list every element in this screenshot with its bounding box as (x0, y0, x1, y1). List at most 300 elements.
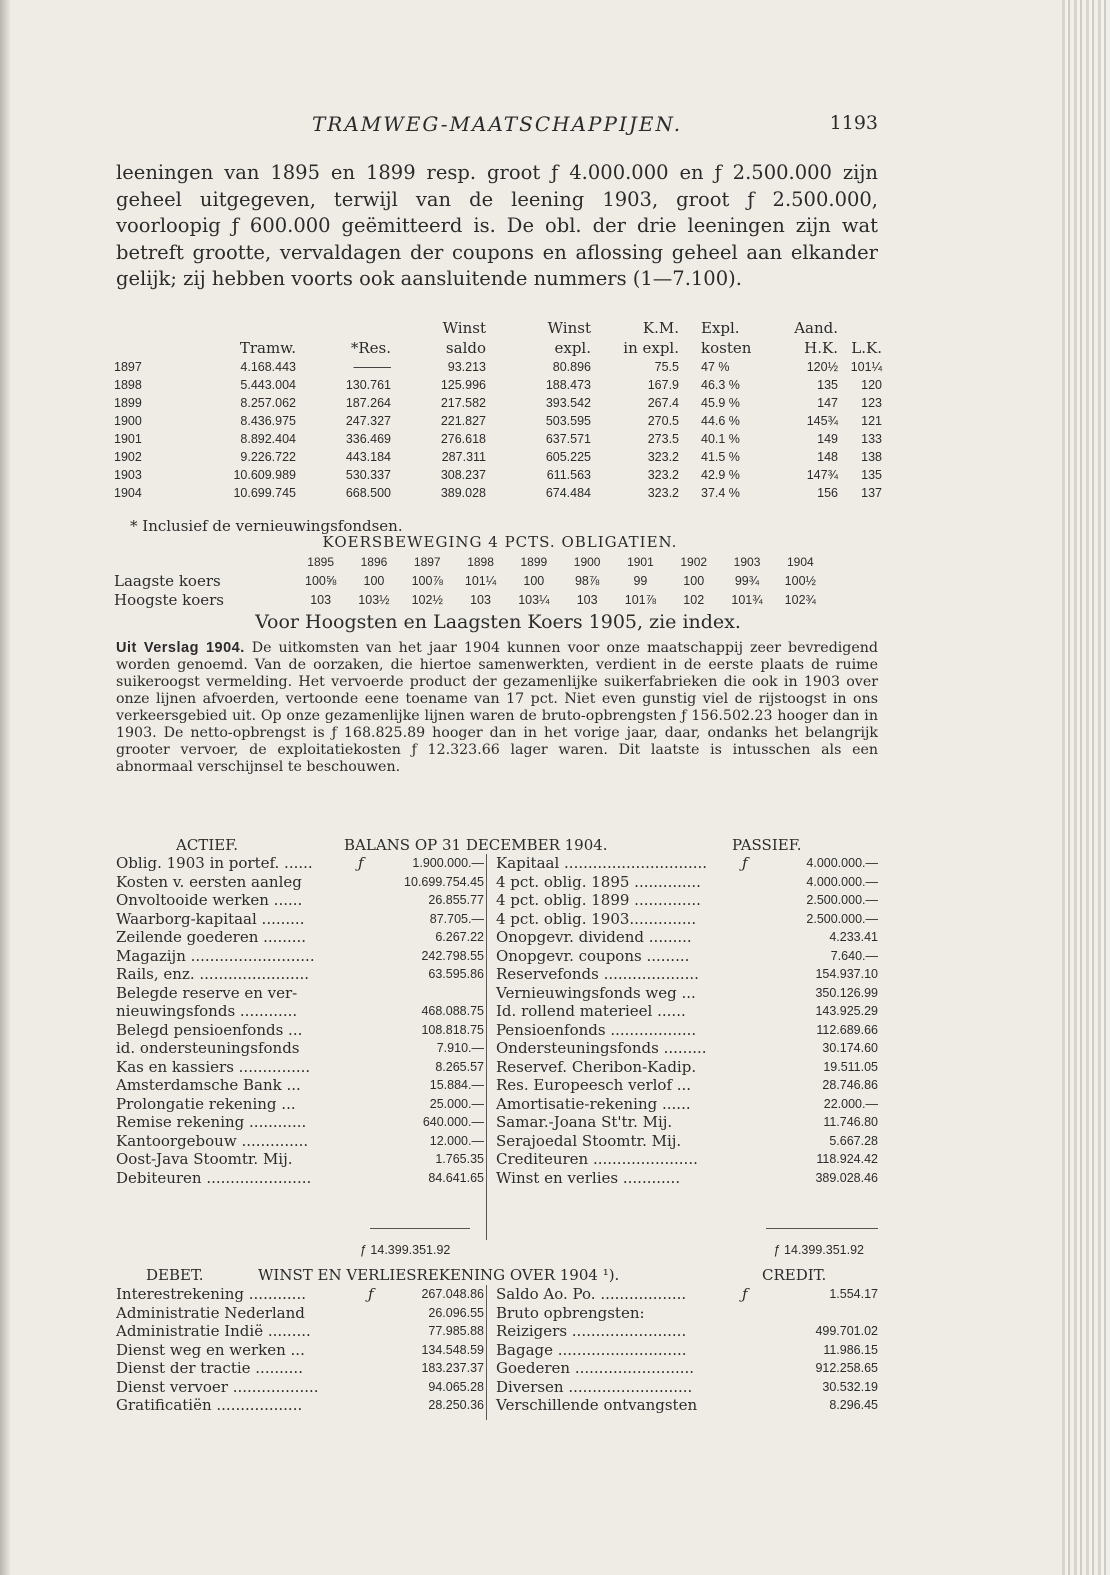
account-line (496, 873, 878, 892)
stats-cell: 1901 (114, 432, 142, 446)
account-label: Remise rekening ............ (116, 1113, 307, 1131)
account-line (116, 1359, 484, 1378)
account-amount: 143.925.29 (815, 1004, 878, 1018)
stats-cell: 125.996 (440, 378, 486, 392)
stats-row (114, 358, 882, 376)
stats-cell: 46.3 % (701, 378, 740, 392)
account-label: 4 pct. oblig. 1899 .............. (496, 891, 701, 909)
account-amount: 108.818.75 (421, 1022, 484, 1037)
account-amount: 84.641.65 (428, 1170, 484, 1185)
stats-cell: 389.028 (440, 486, 486, 500)
currency-sign: ƒ (358, 854, 364, 872)
stats-cell: 10.699.745 (233, 486, 296, 500)
stats-cell: 80.896 (552, 360, 591, 374)
stats-cell: 530.337 (345, 468, 391, 482)
verslag-heading: Uit Verslag 1904. (116, 640, 245, 656)
account-line (496, 1304, 878, 1323)
account-line (116, 1304, 484, 1323)
koers-high-value: 102¾ (784, 593, 816, 607)
account-label: Kantoorgebouw .............. (116, 1131, 309, 1150)
stats-cell: 217.582 (440, 396, 486, 410)
account-label: Belegde reserve en ver- (116, 983, 298, 1002)
koers-reference: Voor Hoogsten en Laagsten Koers 1905, zie index. (255, 611, 741, 633)
stats-header-cell: Aand. (794, 319, 838, 337)
account-amount: 15.884.— (429, 1078, 484, 1092)
passief-total: ƒ 14.399.351.92 (773, 1243, 864, 1257)
stats-row (114, 448, 882, 466)
account-line (116, 891, 484, 910)
account-line (496, 1396, 878, 1415)
account-label: Prolongatie rekening ... (116, 1094, 296, 1113)
credit-heading: CREDIT. (762, 1266, 827, 1284)
account-amount: 134.548.59 (421, 1342, 484, 1357)
account-line (116, 1039, 484, 1058)
debet-heading: DEBET. (146, 1266, 204, 1284)
stats-cell: 47 % (701, 360, 730, 374)
koers-laagste-row (114, 572, 880, 591)
stats-header-cell (838, 318, 882, 338)
account-amount: 8.296.45 (829, 1398, 878, 1412)
koers-low-value: 101¼ (464, 574, 497, 588)
wv-divider (486, 1285, 487, 1420)
stats-cell: 8.892.404 (240, 432, 296, 446)
account-label: Onopgevr. coupons ......... (496, 946, 690, 965)
account-amount: 1.900.000.— (412, 856, 484, 870)
account-line (116, 1076, 484, 1095)
koers-table (114, 553, 880, 610)
account-line (116, 965, 484, 984)
account-label: Vernieuwingsfonds weg ... (496, 983, 696, 1002)
stats-cell: 8.436.975 (240, 414, 296, 428)
account-amount: 12.000.— (429, 1133, 484, 1148)
stats-header-cell: expl. (554, 339, 591, 357)
account-label: Crediteuren ...................... (496, 1150, 698, 1168)
account-label: Reizigers ........................ (496, 1322, 687, 1340)
stats-cell: 188.473 (545, 378, 591, 392)
stats-cell: 10.609.989 (233, 468, 296, 482)
account-line (496, 1378, 878, 1397)
stats-cell: 267.4 (647, 396, 679, 410)
account-label: Ondersteuningsfonds ......... (496, 1039, 707, 1057)
account-amount: 6.267.22 (435, 930, 484, 944)
account-line (496, 1359, 878, 1378)
stats-cell: 5.443.004 (240, 378, 296, 392)
account-label: Winst en verlies ............ (496, 1168, 681, 1187)
account-line (496, 1113, 878, 1132)
koers-high-value: 103¼ (518, 593, 550, 607)
stats-cell: 149 (817, 432, 838, 446)
koers-year: 1901 (627, 555, 654, 569)
verslag-paragraph (116, 640, 878, 776)
account-amount: 77.985.88 (428, 1324, 484, 1338)
account-line (116, 1341, 484, 1360)
account-line (496, 854, 878, 873)
stats-footnote: * Inclusief de vernieuwingsfondsen. (130, 517, 403, 535)
account-amount: 4.000.000.— (806, 856, 878, 870)
stats-cell: 75.5 (654, 360, 679, 374)
account-line (496, 910, 878, 929)
stats-header-cell: Tramw. (239, 339, 296, 357)
passief-total-rule (766, 1228, 878, 1229)
account-label: Waarborg-kapitaal ......... (116, 909, 305, 928)
actief-total: ƒ 14.399.351.92 (360, 1243, 451, 1257)
stats-cell: 93.213 (447, 360, 486, 374)
stats-cell: 133 (861, 432, 882, 446)
stats-cell: 1903 (114, 468, 142, 482)
koers-year: 1903 (733, 555, 761, 569)
stats-cell: 668.500 (345, 486, 391, 500)
account-line (496, 1058, 878, 1077)
stats-row (114, 430, 882, 448)
account-amount: 1.554.17 (829, 1287, 878, 1301)
account-amount: 10.699.754.45 (404, 874, 484, 889)
account-label: 4 pct. oblig. 1895 .............. (496, 872, 701, 891)
stats-header-cell: H.K. (804, 339, 838, 357)
page-shadow (0, 0, 10, 1575)
debet-column (116, 1285, 484, 1415)
stats-row (114, 484, 882, 502)
account-line (116, 1396, 484, 1415)
running-title: TRAMWEG-MAATSCHAPPIJEN. (311, 112, 683, 136)
account-amount: 350.126.99 (815, 985, 878, 1000)
koers-high-value: 101⅞ (624, 593, 657, 607)
account-label: Res. Europeesch verlof ... (496, 1076, 692, 1094)
stats-cell: 276.618 (440, 432, 486, 446)
account-line (496, 1002, 878, 1021)
intro-paragraph: leeningen van 1895 en 1899 resp. groot ƒ 4.000.000 en ƒ 2.500.000 zijn geheel uitgegeven, terwijl van de leening 1903, groot ƒ 2.500.000, voorloopig ƒ 600.000 geëmitteerd is. De obl. der drie leeningen zijn wat betreft grootte, vervaldagen der coupons en aflossing geheel aan elkander gelijk; zij hebben voorts ook aansluitende nummers (1—7.100). (116, 161, 878, 290)
account-amount: 26.096.55 (428, 1305, 484, 1320)
balans-divider (486, 854, 487, 1240)
account-line (116, 984, 484, 1003)
stats-cell: 121 (861, 414, 882, 428)
verslag-text: De uitkomsten van het jaar 1904 kunnen voor onze maatschappij zeer bevredigend worden genoemd. Van de oorzaken, die hiertoe samenwerkten, verdient in de eerste plaats de ruime suikeroogst vermelding. Het vervoerde product der gezamenlijke suikerfabrieken die ook in 1903 over onze lijnen afvoerden, vertoonde eene toename van 17 pct. Niet even gunstig viel de rijstoogst in ons verkeersgebied uit. Op onze gezamenlijke lijnen waren de bruto-opbrengsten ƒ 156.502.23 hooger dan in 1903. De netto-opbrengst is ƒ 168.825.89 hooger dan in het vorige jaar, daar, ondanks het belangrijk grooter vervoer, de exploitatiekosten ƒ 12.323.66 lager waren. Dit laatste is intusschen als een abnormaal verschijnsel te beschouwen. (116, 640, 879, 775)
account-line (116, 1021, 484, 1040)
account-line (496, 965, 878, 984)
koers-low-value: 99 (633, 574, 648, 588)
account-label: Pensioenfonds .................. (496, 1020, 697, 1039)
account-amount: 11.986.15 (823, 1342, 878, 1357)
stats-cell: 1897 (114, 360, 142, 374)
koers-low-value: 100⅞ (411, 574, 443, 588)
actief-total-rule (370, 1228, 470, 1229)
account-label: Samar.-Joana St'tr. Mij. (496, 1113, 673, 1131)
stats-cell: 1904 (114, 486, 142, 500)
account-amount: 468.088.75 (421, 1004, 484, 1018)
stats-header-cell: K.M. (642, 319, 679, 337)
account-amount: 28.250.36 (428, 1398, 484, 1412)
balans-totals (116, 1243, 878, 1263)
stats-cell: 4.168.443 (240, 360, 296, 374)
account-amount: 118.924.42 (816, 1152, 878, 1166)
account-label: Reservef. Cheribon-Kadip. (496, 1057, 697, 1076)
stats-cell: 323.2 (647, 486, 679, 500)
stats-cell: 135 (861, 468, 882, 482)
account-line (496, 1322, 878, 1341)
account-amount: 4.000.000.— (806, 874, 878, 889)
stats-cell: 1899 (114, 396, 142, 410)
stats-cell: 40.1 % (701, 432, 740, 446)
account-amount: 22.000.— (823, 1096, 878, 1111)
account-label: Rails, enz. ....................... (116, 965, 310, 983)
koers-year: 1895 (307, 555, 334, 569)
account-line (116, 1095, 484, 1114)
stats-row (114, 466, 882, 484)
stats-cell: 156 (817, 486, 838, 500)
account-line (116, 1150, 484, 1169)
koers-hoogste-row (114, 591, 880, 610)
koers-year: 1900 (573, 555, 601, 569)
balans-table (116, 854, 878, 1240)
account-label: Goederen ......................... (496, 1359, 695, 1377)
account-line (496, 1341, 878, 1360)
koers-low-value: 100 (683, 574, 705, 588)
account-amount: 640.000.— (422, 1115, 484, 1129)
wv-title: WINST EN VERLIESREKENING OVER 1904 ¹). (258, 1266, 620, 1284)
stats-cell: 270.5 (647, 414, 679, 428)
account-label: Bagage ........................... (496, 1340, 687, 1359)
stats-cell: 148 (817, 450, 838, 464)
account-label: Id. rollend materieel ...... (496, 1002, 686, 1020)
stats-header-cell: L.K. (851, 339, 882, 357)
laagste-label: Laagste koers (114, 572, 221, 590)
stats-row (114, 394, 882, 412)
stats-header-cell (180, 318, 296, 338)
koers-year: 1897 (413, 555, 441, 569)
account-label: Amsterdamsche Bank ... (116, 1076, 301, 1094)
account-amount: 26.855.77 (428, 893, 484, 907)
stats-header-cell: *Res. (350, 339, 391, 357)
stats-cell: 503.595 (545, 414, 591, 428)
balans-heading (116, 836, 878, 854)
account-amount: 94.065.28 (428, 1379, 484, 1394)
account-line (496, 1095, 878, 1114)
koers-high-value: 103½ (358, 593, 390, 607)
account-line (116, 1002, 484, 1021)
account-line (496, 947, 878, 966)
stats-cell: 42.9 % (701, 468, 740, 482)
stats-cell: 443.184 (345, 450, 391, 464)
koers-year: 1896 (360, 555, 388, 569)
passief-column (496, 854, 878, 1187)
account-label: Dienst der tractie .......... (116, 1359, 303, 1377)
account-label: Debiteuren ...................... (116, 1168, 312, 1187)
stats-header-cell: kosten (701, 339, 752, 357)
stats-header-cell (114, 338, 180, 358)
koers-high-value: 103 (310, 593, 332, 607)
stats-cell: 8.257.062 (240, 396, 296, 410)
account-amount: 267.048.86 (421, 1287, 484, 1301)
account-amount: 4.233.41 (829, 930, 878, 944)
stats-cell: 336.469 (345, 432, 391, 446)
koers-title: KOERSBEWEGING 4 PCTS. OBLIGATIEN. (322, 533, 678, 551)
stats-cell: 287.311 (441, 450, 486, 464)
account-amount: 25.000.— (429, 1096, 484, 1111)
account-amount: 912.258.65 (815, 1361, 878, 1375)
account-label: Oblig. 1903 in portef. ...... (116, 854, 313, 872)
stats-cell: 137 (861, 486, 882, 500)
account-line (116, 1113, 484, 1132)
account-line (116, 873, 484, 892)
stats-cell: 101¼ (850, 360, 882, 374)
koers-low-value: 100½ (784, 574, 816, 588)
account-label: Administratie Nederland (116, 1303, 305, 1322)
koers-year: 1899 (520, 555, 548, 569)
stats-cell: 135 (817, 378, 838, 392)
stats-cell: 221.827 (440, 414, 486, 428)
account-label: Zeilende goederen ......... (116, 928, 307, 946)
account-label: Oost-Java Stoomtr. Mij. (116, 1150, 293, 1168)
account-line (116, 1322, 484, 1341)
stats-cell: 120 (861, 378, 882, 392)
stats-header-cell: saldo (445, 339, 486, 357)
account-amount: 154.937.10 (815, 967, 878, 981)
account-line (116, 854, 484, 873)
account-label: Onvoltooide werken ...... (116, 891, 303, 909)
koers-year: 1898 (467, 555, 494, 569)
stats-cell: 247.327 (345, 414, 391, 428)
account-label: Amortisatie-rekening ...... (496, 1094, 691, 1113)
account-label: Serajoedal Stoomtr. Mij. (496, 1131, 682, 1150)
wv-table (116, 1285, 878, 1420)
stats-cell: 1900 (114, 414, 142, 428)
stats-cell: 1898 (114, 378, 142, 392)
account-line (496, 1076, 878, 1095)
koers-years-row (114, 553, 880, 572)
koers-low-value: 99¾ (734, 574, 760, 588)
stats-row (114, 376, 882, 394)
account-amount: 19.511.05 (823, 1059, 878, 1074)
account-line (116, 947, 484, 966)
account-amount: 28.746.86 (822, 1078, 878, 1092)
account-amount: 499.701.02 (815, 1324, 878, 1338)
stats-cell: ——— (353, 360, 391, 374)
stats-cell: 130.761 (345, 378, 391, 392)
account-amount: 11.746.80 (823, 1115, 878, 1129)
account-amount: 5.667.28 (829, 1133, 878, 1148)
currency-sign: ƒ (742, 1285, 748, 1303)
koers-high-value: 103 (470, 593, 491, 607)
account-amount: 30.532.19 (822, 1379, 878, 1394)
stats-cell: 611.563 (546, 468, 591, 482)
stats-body (114, 358, 882, 502)
koers-low-value: 100 (523, 574, 545, 588)
account-line (116, 1169, 484, 1188)
stats-cell: 120½ (806, 360, 838, 374)
stats-cell: 393.542 (545, 396, 591, 410)
account-label: Reservefonds .................... (496, 965, 699, 983)
koers-low-value: 100⅝ (305, 574, 337, 588)
account-label: Gratificatiën .................. (116, 1396, 303, 1414)
stats-cell: 138 (861, 450, 882, 464)
stats-cell: 44.6 % (701, 414, 740, 428)
koers-high-value: 102½ (411, 593, 443, 607)
stats-header-cell: Expl. (701, 319, 740, 337)
stats-cell: 1902 (114, 450, 142, 464)
account-line (116, 1285, 484, 1304)
actief-heading: ACTIEF. (176, 836, 239, 854)
stats-cell: 605.225 (545, 450, 591, 464)
account-amount: 87.705.— (429, 911, 484, 926)
stats-header-row-2 (114, 338, 882, 358)
account-line (116, 1058, 484, 1077)
stats-header-row-1 (114, 318, 882, 338)
account-label: Diversen .......................... (496, 1377, 693, 1396)
account-line (496, 1132, 878, 1151)
account-label: Verschillende ontvangsten (496, 1396, 698, 1414)
account-line (496, 891, 878, 910)
account-label: Administratie Indië ......... (116, 1322, 311, 1340)
account-label: Interestrekening ............ (116, 1285, 306, 1303)
account-line (496, 1150, 878, 1169)
account-line (116, 1132, 484, 1151)
page-number: 1193 (829, 112, 878, 134)
account-line (116, 1378, 484, 1397)
stats-header-cell (296, 318, 391, 338)
stats-cell: 147 (817, 396, 838, 410)
stats-row (114, 412, 882, 430)
koers-low-value: 98⅞ (574, 574, 600, 588)
account-amount: 30.174.60 (822, 1041, 878, 1055)
account-line (496, 928, 878, 947)
koers-year: 1904 (786, 555, 814, 569)
koers-high-value: 102 (683, 593, 705, 607)
account-label: Bruto opbrengsten: (496, 1303, 645, 1322)
running-header (116, 112, 878, 140)
wv-heading (116, 1266, 878, 1284)
stats-cell: 147¾ (806, 468, 838, 482)
account-line (496, 1285, 878, 1304)
account-label: nieuwingsfonds ............ (116, 1002, 298, 1020)
account-line (116, 928, 484, 947)
stats-cell: 323.2 (647, 450, 679, 464)
account-amount: 112.689.66 (816, 1022, 878, 1037)
stats-cell: 41.5 % (701, 450, 740, 464)
stats-cell: 637.571 (545, 432, 591, 446)
stats-header-cell: Winst (547, 319, 591, 337)
account-amount: 1.765.35 (435, 1152, 484, 1166)
stats-cell: 37.4 % (701, 486, 740, 500)
account-line (496, 984, 878, 1003)
stats-header-cell: in expl. (623, 339, 679, 357)
account-label: Belegd pensioenfonds ... (116, 1020, 303, 1039)
stats-cell: 123 (861, 396, 882, 410)
stats-header-cell (114, 318, 180, 338)
stats-cell: 323.2 (647, 468, 679, 482)
account-amount: 63.595.86 (428, 967, 484, 981)
koers-high-value: 101¾ (731, 593, 763, 607)
stats-cell: 145¾ (806, 414, 838, 428)
hoogste-label: Hoogste koers (114, 591, 224, 609)
balans-title: BALANS OP 31 DECEMBER 1904. (344, 836, 608, 854)
account-label: Magazijn .......................... (116, 946, 315, 965)
stats-cell: 308.237 (440, 468, 486, 482)
currency-sign: ƒ (742, 854, 748, 872)
account-amount: 183.237.37 (421, 1361, 484, 1375)
account-amount: 7.640.— (830, 948, 878, 963)
account-amount: 2.500.000.— (806, 893, 878, 907)
account-label: Onopgevr. dividend ......... (496, 928, 692, 946)
stats-cell: 45.9 % (701, 396, 740, 410)
account-label: 4 pct. oblig. 1903.............. (496, 909, 697, 928)
credit-column (496, 1285, 878, 1415)
koers-year: 1902 (680, 555, 708, 569)
stats-cell: 273.5 (647, 432, 679, 446)
account-label: Dienst weg en werken ... (116, 1340, 305, 1359)
account-amount: 242.798.55 (421, 948, 484, 963)
account-amount: 389.028.46 (815, 1170, 878, 1185)
currency-sign: ƒ (368, 1285, 374, 1303)
account-label: Kosten v. eersten aanleg (116, 872, 302, 891)
